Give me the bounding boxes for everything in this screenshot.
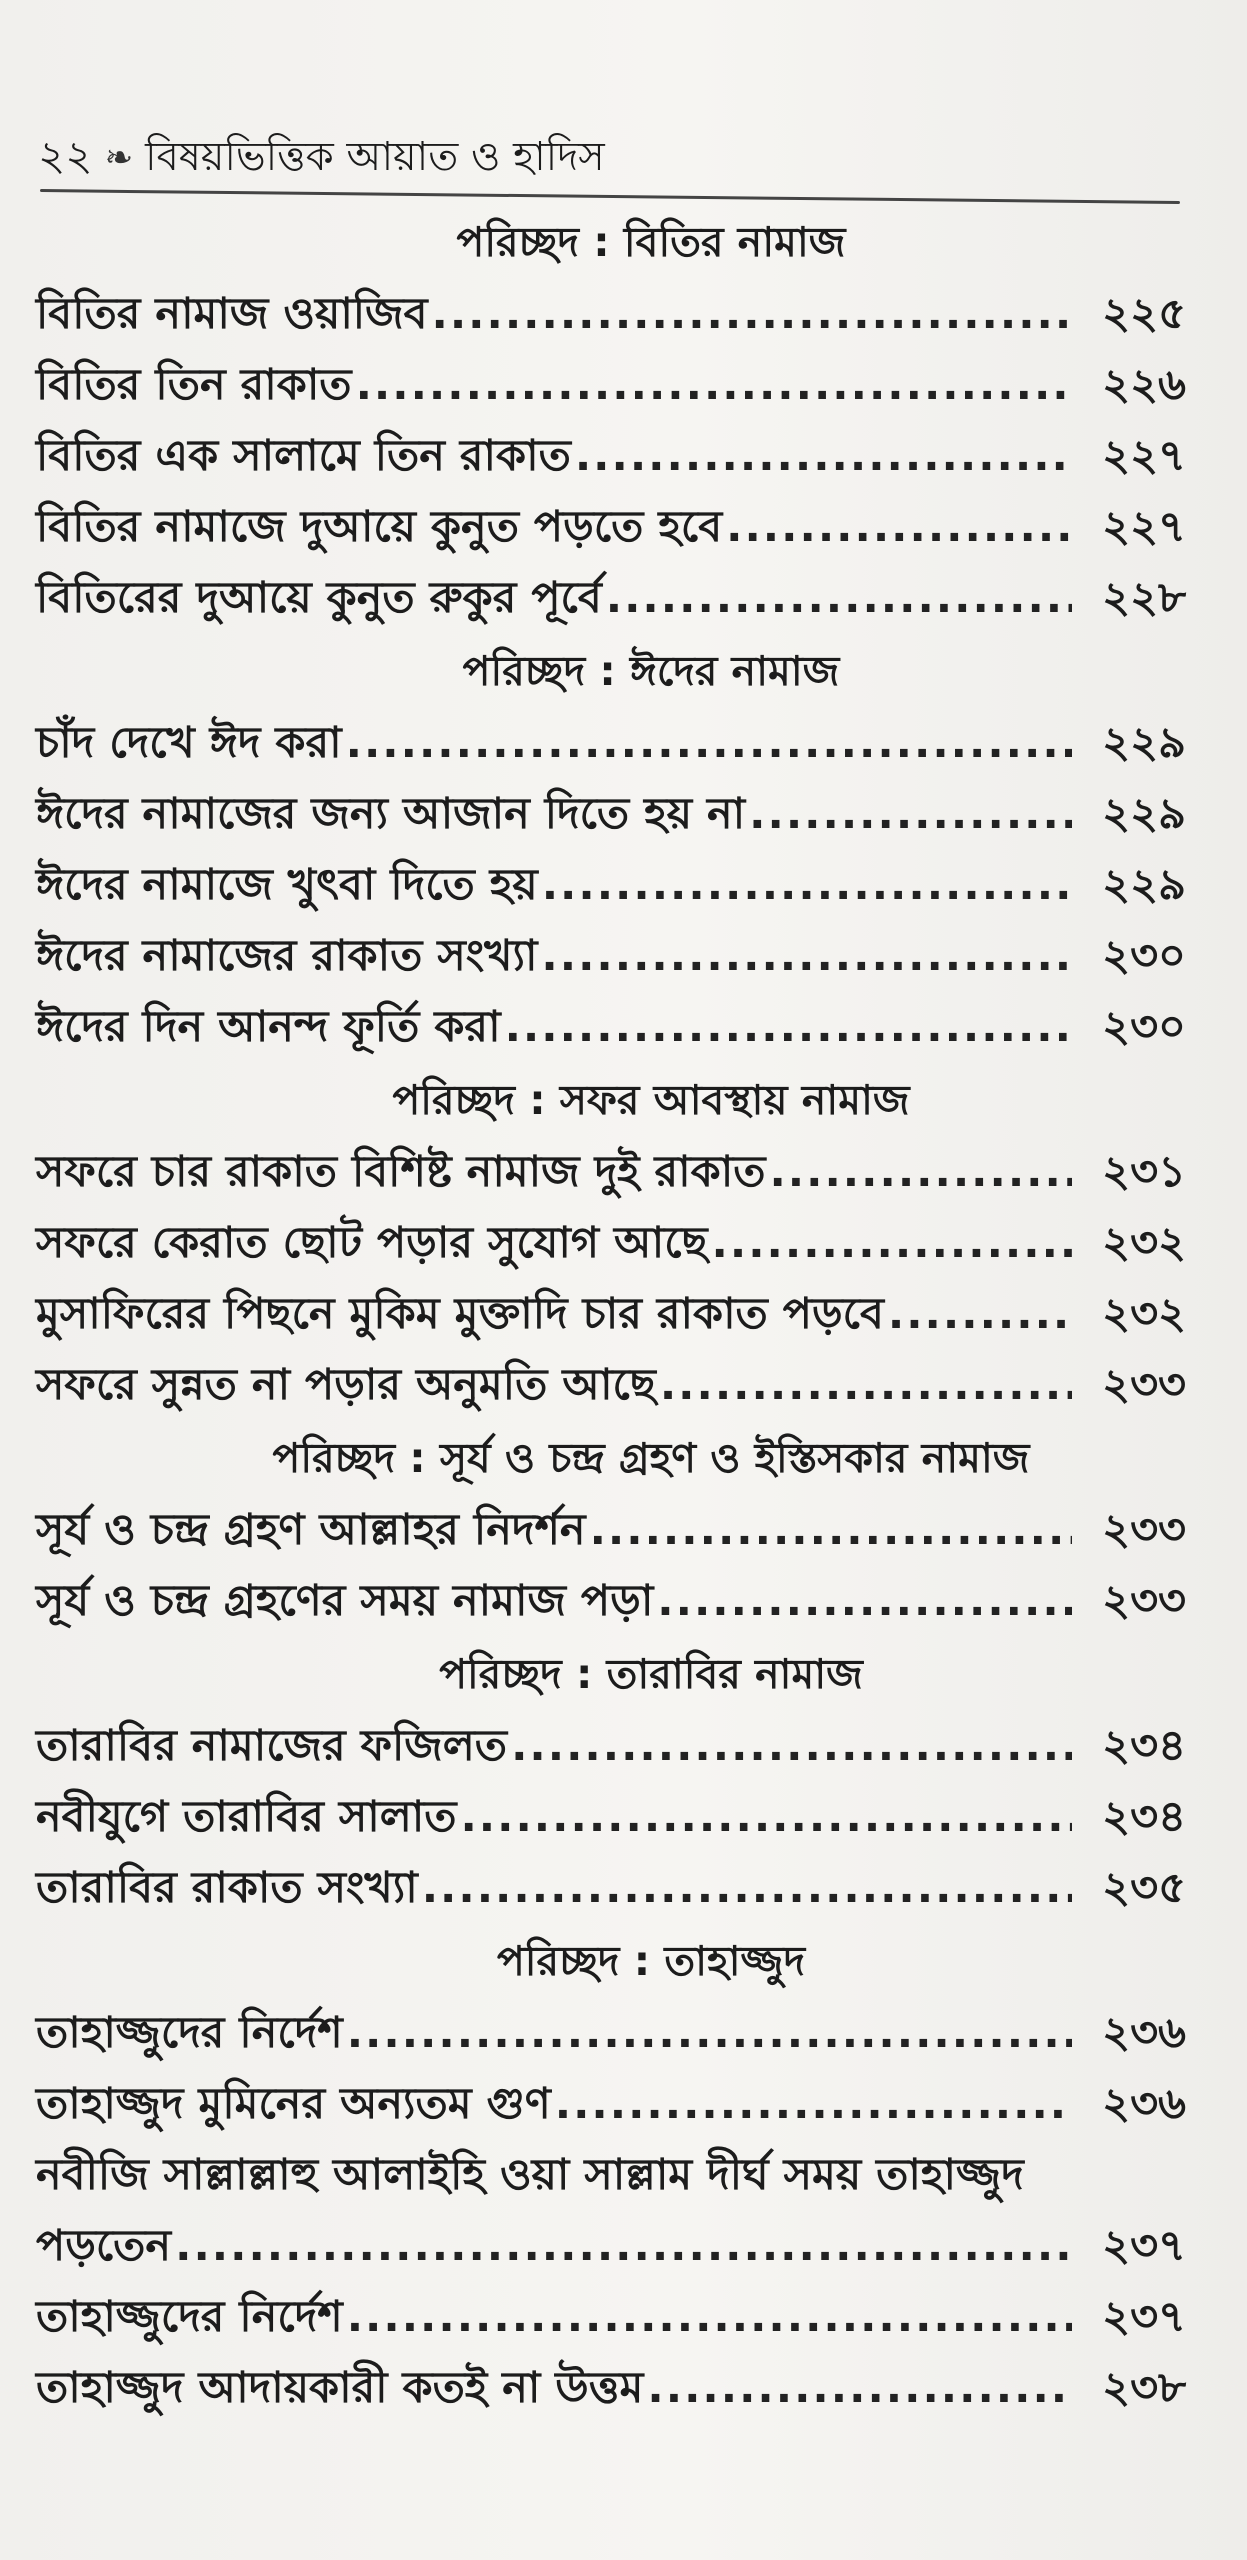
page-number: ২২ <box>38 130 93 180</box>
toc-entry <box>36 708 1186 779</box>
entry-page-number: ২২৯ <box>1102 789 1186 839</box>
entry-title: সূর্য ও চন্দ্র গ্রহণ আল্লাহর নিদর্শন <box>36 1505 586 1555</box>
entry-page-number: ২৩৩ <box>1102 1576 1186 1626</box>
toc-entry <box>36 1495 1186 1566</box>
entry-page-number: ২২৯ <box>1102 718 1186 768</box>
entry-page-number: ২২৫ <box>1102 289 1186 339</box>
entry-page-number: ২৩৮ <box>1102 2363 1186 2413</box>
entry-page-number: ২২৭ <box>1102 431 1186 481</box>
header-rule <box>40 189 1180 204</box>
entry-title: নবীযুগে তারাবির সালাত <box>36 1792 457 1842</box>
entry-title: বিতির এক সালামে তিন রাকাত <box>36 431 571 481</box>
toc-entry <box>36 1137 1186 1208</box>
dot-leader <box>347 2282 1072 2353</box>
entry-title: বিতির নামাজ ওয়াজিব <box>36 289 428 339</box>
entry-page-number: ২৩২ <box>1102 1218 1186 1268</box>
entry-title: মুসাফিরের পিছনে মুকিম মুক্তাদি চার রাকাত পড়বে <box>36 1289 884 1339</box>
toc-entry <box>36 1782 1186 1853</box>
toc-entry <box>36 350 1186 421</box>
entry-title: বিতির তিন রাকাত <box>36 360 352 410</box>
dot-leader <box>356 350 1072 421</box>
toc-entry <box>36 779 1186 850</box>
running-header <box>38 128 1138 188</box>
dot-leader <box>541 921 1072 992</box>
section-title: পরিচ্ছদ : সফর আবস্থায় নামাজ <box>392 1076 910 1124</box>
dot-leader <box>555 2069 1072 2140</box>
dot-leader <box>647 2353 1072 2424</box>
entry-title: তারাবির নামাজের ফজিলত <box>36 1721 508 1771</box>
entry-page-number: ২২৬ <box>1102 360 1186 410</box>
toc-entry <box>36 1998 1186 2069</box>
ornament-icon: ❧ <box>104 138 134 178</box>
entry-title: তাহাজ্জুদ আদায়কারী কতই না উত্তম <box>36 2363 644 2413</box>
dot-leader <box>460 1782 1072 1853</box>
entry-title: সফরে চার রাকাত বিশিষ্ট নামাজ দুই রাকাত <box>36 1147 766 1197</box>
entry-title: ঈদের নামাজের জন্য আজান দিতে হয় না <box>36 789 746 839</box>
dot-leader <box>422 1853 1072 1924</box>
dot-leader <box>575 421 1072 492</box>
entry-page-number: ২৩৩ <box>1102 1505 1186 1555</box>
entry-title: তাহাজ্জুদের নির্দেশ <box>36 2292 343 2342</box>
entry-page-number: ২২৭ <box>1102 502 1186 552</box>
toc-entry <box>36 2140 1186 2211</box>
section-title: পরিচ্ছদ : বিতির নামাজ <box>456 218 846 266</box>
dot-leader <box>590 1495 1072 1566</box>
entry-title: ঈদের নামাজের রাকাত সংখ্যা <box>36 931 538 981</box>
entry-page-number: ২৩০ <box>1102 931 1186 981</box>
toc-entry <box>36 492 1186 563</box>
toc-entry <box>36 1208 1186 1279</box>
entry-title: তারাবির রাকাত সংখ্যা <box>36 1863 418 1913</box>
dot-leader <box>606 563 1072 634</box>
dot-leader <box>175 2211 1072 2282</box>
toc-entry <box>36 279 1186 350</box>
toc-entry <box>36 563 1186 634</box>
entry-title-continuation: পড়তেন <box>36 2221 172 2271</box>
table-of-contents <box>36 205 1186 2424</box>
toc-entry <box>36 421 1186 492</box>
entry-title: নবীজি সাল্লাল্লাহু আলাইহি ওয়া সাল্লাম দীর্ঘ সময় তাহাজ্জুদ <box>36 2150 1024 2200</box>
entry-title: ঈদের নামাজে খুৎবা দিতে হয় <box>36 860 538 910</box>
entry-page-number: ২৩৬ <box>1102 2008 1186 2058</box>
toc-entry <box>36 1279 1186 1350</box>
dot-leader <box>347 1998 1072 2069</box>
toc-entry <box>36 992 1186 1063</box>
entry-page-number: ২৩৫ <box>1102 1863 1186 1913</box>
section-title: পরিচ্ছদ : সূর্য ও চন্দ্র গ্রহণ ও ইস্তিসকার নামাজ <box>272 1434 1030 1482</box>
dot-leader <box>432 279 1073 350</box>
toc-entry <box>36 2211 1186 2282</box>
entry-page-number: ২৩৩ <box>1102 1360 1186 1410</box>
entry-page-number: ২৩২ <box>1102 1289 1186 1339</box>
dot-leader <box>888 1279 1072 1350</box>
dot-leader <box>660 1350 1072 1421</box>
dot-leader <box>511 1711 1072 1782</box>
dot-leader <box>542 850 1072 921</box>
toc-entry <box>36 2069 1186 2140</box>
entry-page-number: ২৩৬ <box>1102 2079 1186 2129</box>
entry-title: সূর্য ও চন্দ্র গ্রহণের সময় নামাজ পড়া <box>36 1576 654 1626</box>
dot-leader <box>712 1208 1072 1279</box>
dot-leader <box>657 1566 1072 1637</box>
entry-title: সফরে সুন্নত না পড়ার অনুমতি আছে <box>36 1360 656 1410</box>
entry-page-number: ২৩০ <box>1102 1002 1186 1052</box>
entry-title: বিতির নামাজে দুআয়ে কুনুত পড়তে হবে <box>36 502 723 552</box>
entry-page-number: ২৩৪ <box>1102 1792 1186 1842</box>
entry-title: সফরে কেরাত ছোট পড়ার সুযোগ আছে <box>36 1218 708 1268</box>
dot-leader <box>749 779 1072 850</box>
dot-leader <box>346 708 1072 779</box>
section-title: পরিচ্ছদ : ঈদের নামাজ <box>462 647 840 695</box>
toc-entry <box>36 2282 1186 2353</box>
entry-page-number: ২২৮ <box>1102 573 1186 623</box>
entry-title: বিতিরের দুআয়ে কুনুত রুকুর পূর্বে <box>36 573 602 623</box>
entry-page-number: ২৩৪ <box>1102 1721 1186 1771</box>
toc-entry <box>36 2353 1186 2424</box>
dot-leader <box>769 1137 1072 1208</box>
entry-page-number: ২২৯ <box>1102 860 1186 910</box>
entry-title: ঈদের দিন আনন্দ ফূর্তি করা <box>36 1002 501 1052</box>
toc-entry <box>36 850 1186 921</box>
toc-entry <box>36 921 1186 992</box>
dot-leader <box>505 992 1072 1063</box>
dot-leader <box>726 492 1072 563</box>
section-title: পরিচ্ছদ : তারাবির নামাজ <box>439 1650 863 1698</box>
entry-page-number: ২৩৭ <box>1102 2221 1186 2271</box>
section-title: পরিচ্ছদ : তাহাজ্জুদ <box>496 1937 806 1985</box>
toc-entry <box>36 1711 1186 1782</box>
entry-page-number: ২৩৭ <box>1102 2292 1186 2342</box>
entry-title: তাহাজ্জুদের নির্দেশ <box>36 2008 343 2058</box>
entry-title: তাহাজ্জুদ মুমিনের অন্যতম গুণ <box>36 2079 551 2129</box>
entry-page-number: ২৩১ <box>1102 1147 1186 1197</box>
book-title: বিষয়ভিত্তিক আয়াত ও হাদিস <box>145 133 605 180</box>
entry-title: চাঁদ দেখে ঈদ করা <box>36 718 342 768</box>
toc-entry <box>36 1853 1186 1924</box>
toc-entry <box>36 1566 1186 1637</box>
toc-entry <box>36 1350 1186 1421</box>
